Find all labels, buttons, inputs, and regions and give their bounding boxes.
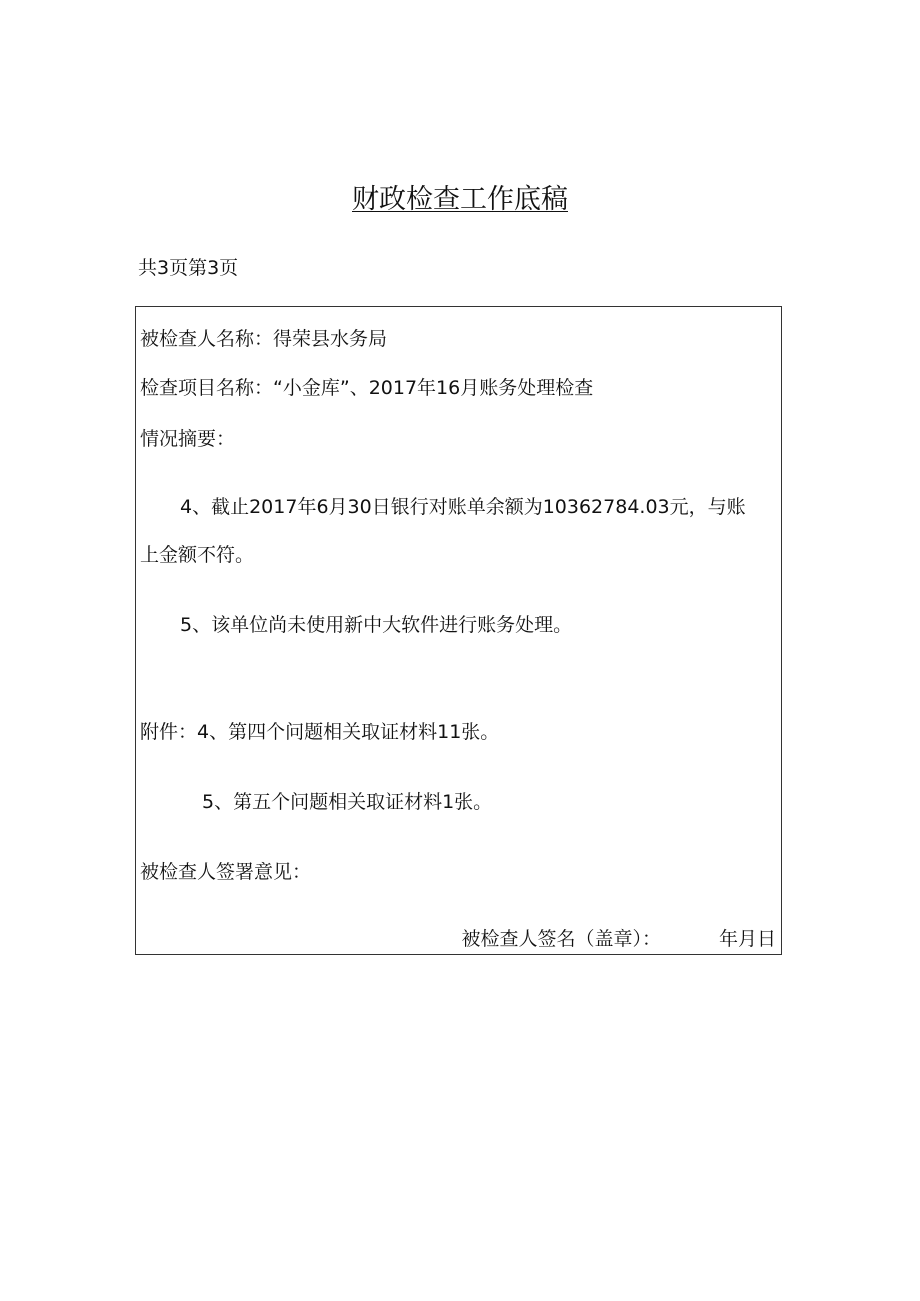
finding-4-line-2: 上金额不符。: [140, 544, 255, 566]
attachment-line-1: [140, 718, 499, 746]
page-count: 共3页第3页: [138, 257, 239, 279]
inspected-entity-line: [140, 325, 387, 353]
attachment-item-4: 4、第四个问题相关取证材料11张。: [197, 721, 500, 743]
signature-line: [461, 925, 776, 953]
signature-label: 被检查人签名（盖章）：: [461, 928, 661, 950]
document-title-text: 财政检查工作底稿: [352, 184, 568, 215]
document-title: [0, 180, 920, 220]
attachment-item-5: 5、第五个问题相关取证材料1张。: [202, 791, 493, 813]
project-name-label: 检查项目名称：: [140, 377, 274, 399]
finding-5-line-1: 5、该单位尚未使用新中大软件进行账务处理。: [180, 614, 573, 636]
summary-label: 情况摘要：: [140, 428, 236, 450]
worksheet-form-box: [135, 306, 782, 955]
project-name-value: “小金库”、2017年16月账务处理检查: [273, 377, 594, 399]
inspected-entity-label: 被检查人名称：: [140, 328, 274, 350]
project-name-line: [140, 374, 593, 402]
inspected-entity-value: 得荣县水务局: [273, 328, 388, 350]
opinion-label: 被检查人签署意见：: [140, 861, 312, 883]
attachments-label: 附件：: [140, 721, 198, 743]
signature-date: 年月日: [718, 928, 776, 950]
finding-4-line-1: 4、截止2017年6月30日银行对账单余额为10362784.03元，与账: [180, 496, 746, 518]
